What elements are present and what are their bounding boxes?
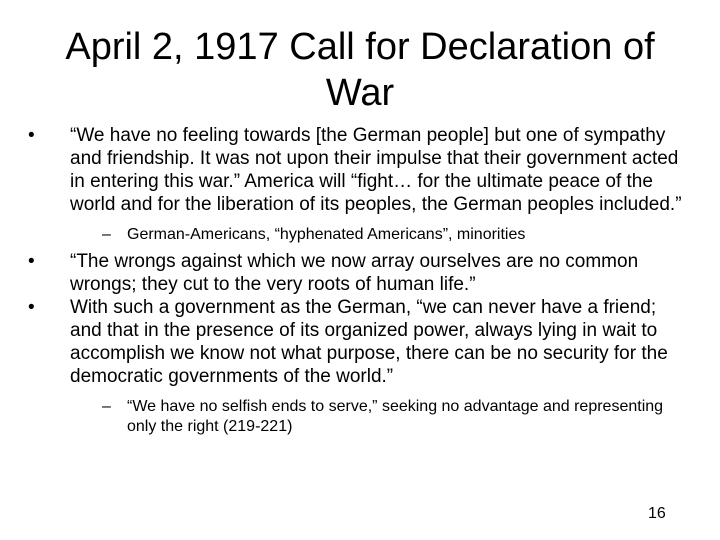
slide-number: 16 (648, 505, 666, 522)
bullet-marker: • (28, 251, 35, 272)
sub-bullet-marker: – (102, 226, 111, 243)
sub-bullet-marker: – (102, 398, 111, 415)
bullet-text: With such a government as the German, “we can never have a friend; and that in the presence of its organized power, always lying in wait to accomplish we know not what purpose, there can be no security for the democratic governments of the world.” (70, 297, 668, 387)
slide-body (24, 124, 684, 442)
bullet-text: “The wrongs against which we now array ourselves are no common wrongs; they cut to the very roots of human life.” (70, 251, 639, 295)
bullet-item (24, 250, 684, 296)
bullet-item (24, 296, 684, 388)
sub-bullet-item (24, 225, 684, 245)
bullet-marker: • (28, 125, 35, 146)
sub-bullet-item (24, 397, 684, 437)
bullet-item (24, 124, 684, 216)
bullet-text: “We have no feeling towards [the German people] but one of sympathy and friendship. It was not upon their impulse that their government acted in entering this war.” America will “fight… for the ultimate peace of the world and for the liberation of its peoples, the German peoples included.” (70, 125, 682, 215)
sub-bullet-text: German-Americans, “hyphenated Americans”, minorities (127, 226, 526, 243)
sub-bullet-text: “We have no selfish ends to serve,” seeking no advantage and representing only the right (219-221) (127, 398, 664, 435)
slide-title: April 2, 1917 Call for Declaration of War (65, 26, 655, 114)
bullet-marker: • (28, 297, 35, 318)
